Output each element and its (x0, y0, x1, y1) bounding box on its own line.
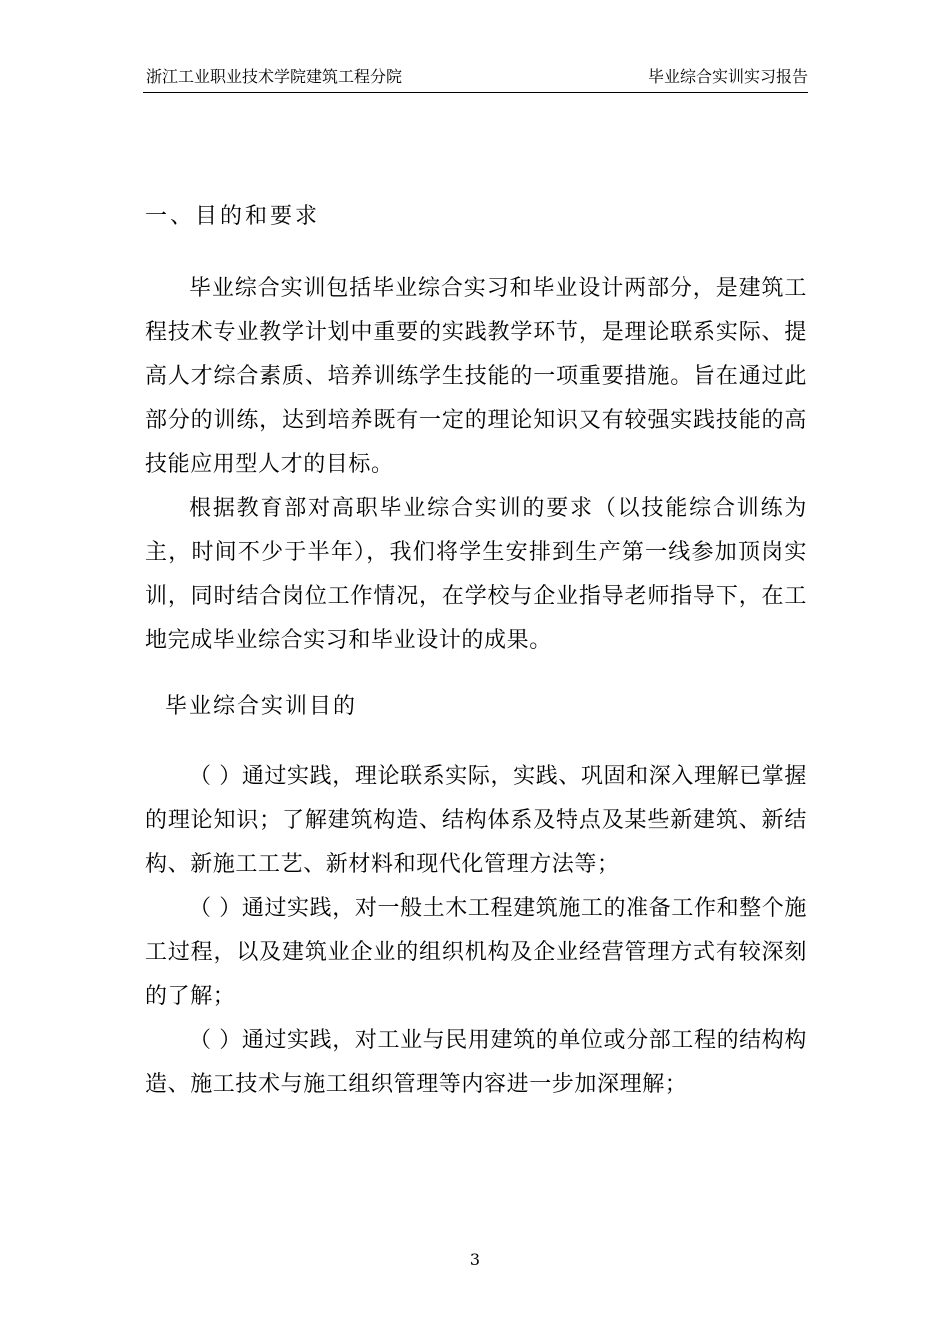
aim-list-item: （ ）通过实践，对一般土木工程建筑施工的准备工作和整个施工过程，以及建筑业企业的组织机构及企业经营管理方式有较深刻的了解； (145, 896, 807, 1009)
body-paragraph: 毕业综合实训包括毕业综合实习和毕业设计两部分，是建筑工程技术专业教学计划中重要的实践教学环节，是理论联系实际、提高人才综合素质、培养训练学生技能的一项重要措施。旨在通过此部分的训练，达到培养既有一定的理论知识又有较强实践技能的高技能应用型人才的目标。 (145, 276, 807, 477)
aims-subheading: 毕业综合实训目的 (165, 694, 358, 719)
document-body (145, 195, 807, 1107)
header-school-name: 浙江工业职业技术学院建筑工程分院 (146, 67, 403, 86)
aim-list-item: （ ）通过实践，理论联系实际，实践、巩固和深入理解已掌握的理论知识；了解建筑构造、结构体系及特点及某些新建筑、新结构、新施工工艺、新材料和现代化管理方法等； (145, 764, 807, 877)
aim-list-item: （ ）通过实践，对工业与民用建筑的单位或分部工程的结构构造、施工技术与施工组织管理等内容进一步加深理解； (145, 1028, 807, 1097)
section-heading: 一、目的和要求 (145, 204, 321, 229)
page-number: 3 (469, 1250, 481, 1269)
body-paragraph: 根据教育部对高职毕业综合实训的要求（以技能综合训练为主，时间不少于半年），我们将学生安排到生产第一线参加顶岗实训，同时结合岗位工作情况，在学校与企业指导老师指导下，在工地完成毕业综合实习和毕业设计的成果。 (145, 496, 807, 653)
header-divider (143, 92, 808, 93)
header-report-title: 毕业综合实训实习报告 (647, 67, 808, 86)
